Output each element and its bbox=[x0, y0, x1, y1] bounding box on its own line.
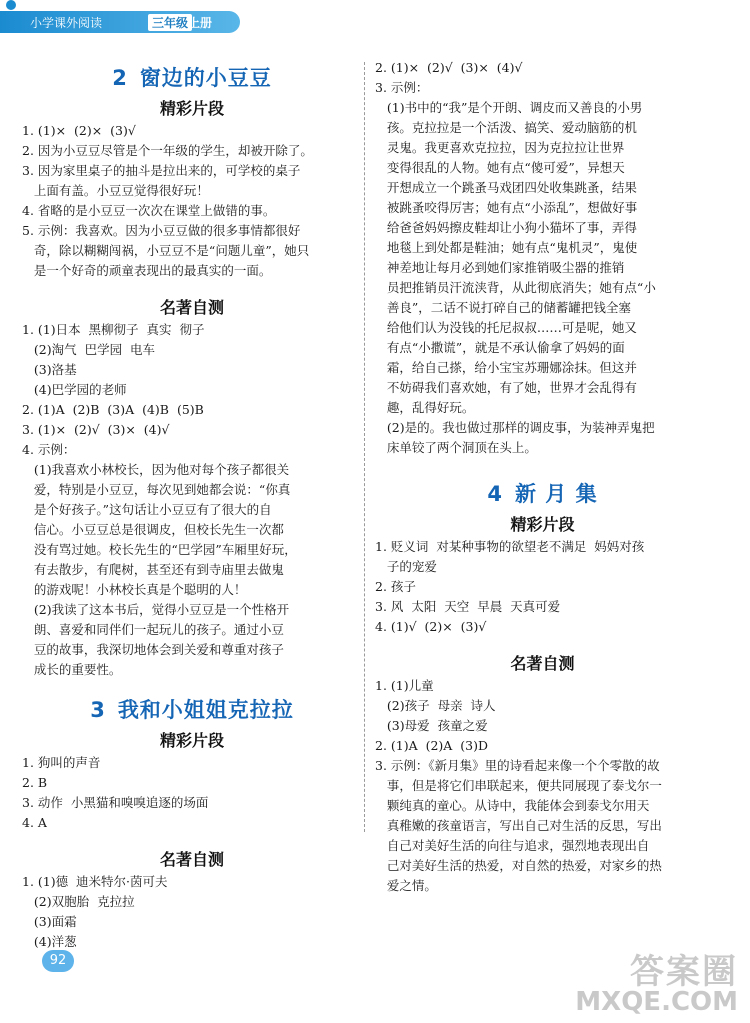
page-number: 92 bbox=[42, 950, 74, 972]
answer-line: 神差地让每月必到她们家推销吸尘器的推销 bbox=[375, 260, 625, 275]
chapter-3-title bbox=[22, 694, 362, 724]
answer-line: 1. (1)日本 黑柳彻子 真实 彻子 bbox=[22, 322, 205, 337]
answer-line: 开想成立一个跳蚤马戏团四处收集跳蚤，结果 bbox=[375, 180, 637, 195]
chapter-name: 我和小姐姐克拉拉 bbox=[117, 698, 294, 722]
section-heading: 名著自测 bbox=[159, 850, 224, 869]
answer-line: 给他们认为没钱的托尼叔叔……可是呢，她又 bbox=[375, 320, 637, 335]
answer-line: 员把推销员汗流浃背，从此彻底消失；她有点“小 bbox=[375, 280, 656, 295]
answer-line: 颗纯真的童心。从诗中，我能体会到泰戈尔用天 bbox=[375, 798, 650, 813]
term-label: 上册 bbox=[188, 16, 213, 30]
header-dot bbox=[6, 0, 16, 10]
answer-line: (2)双胞胎 克拉拉 bbox=[22, 894, 135, 909]
answer-line: (2)是的。我也做过那样的调皮事，为装神弄鬼把 bbox=[375, 420, 655, 435]
watermark-text: 答案圈 bbox=[630, 952, 738, 992]
answer-line: 1. (1)儿童 bbox=[375, 678, 434, 693]
answer-line: 霜，给自己搽，给小宝宝苏珊娜涂抹。但这并 bbox=[375, 360, 637, 375]
chapter-name: 窗边的小豆豆 bbox=[139, 66, 272, 90]
answer-line: 有去散步，有爬树，甚至还有到寺庙里去做鬼 bbox=[22, 562, 284, 577]
answer-line: 上面有盖。小豆豆觉得很好玩！ bbox=[22, 183, 209, 198]
answer-line: (2)淘气 巴学园 电车 bbox=[22, 342, 156, 357]
column-divider bbox=[364, 62, 365, 832]
answer-list bbox=[22, 753, 362, 833]
answer-line: 给爸爸妈妈擦皮鞋却让小狗小猫坏了事，弄得 bbox=[375, 220, 637, 235]
answer-list bbox=[22, 121, 362, 281]
chapter-number: 4 bbox=[487, 482, 503, 506]
header-banner bbox=[0, 11, 240, 33]
answer-list bbox=[375, 676, 710, 896]
section-heading: 精彩片段 bbox=[159, 731, 224, 750]
answer-line: 有点“小撒谎”，就是不承认偷拿了妈妈的面 bbox=[375, 340, 625, 355]
answer-line: (2)我读了这本书后，觉得小豆豆是一个性格开 bbox=[22, 602, 290, 617]
answer-line: 真稚嫩的孩童语言，写出自己对生活的反思，写出 bbox=[375, 818, 662, 833]
answer-line: 2. 孩子 bbox=[375, 579, 416, 594]
answer-line: 1. 贬义词 对某种事物的欲望老不满足 妈妈对孩 bbox=[375, 539, 645, 554]
answer-line: 3. 动作 小黑猫和嗅嗅追逐的场面 bbox=[22, 795, 209, 810]
answer-line: 朗、喜爱和同伴们一起玩儿的孩子。通过小豆 bbox=[22, 622, 284, 637]
answer-line: 是一个好奇的顽童表现出的最真实的一面。 bbox=[22, 263, 272, 278]
answer-line: 子的宠爱 bbox=[375, 559, 437, 574]
answer-line: 2. (1)A (2)A (3)D bbox=[375, 738, 488, 753]
section-heading: 精彩片段 bbox=[159, 99, 224, 118]
watermark-logo bbox=[575, 952, 738, 1017]
section-heading: 名著自测 bbox=[510, 654, 575, 673]
answer-line: 2. B bbox=[22, 775, 48, 790]
answer-line: 2. (1)× (2)√ (3)× (4)√ bbox=[375, 60, 523, 75]
chapter-number: 2 bbox=[112, 66, 128, 90]
answer-line: 变得很乱的人物。她有点“傻可爱”，异想天 bbox=[375, 160, 625, 175]
answer-line: (4)洋葱 bbox=[22, 934, 77, 949]
answer-line: 3. (1)× (2)√ (3)× (4)√ bbox=[22, 422, 170, 437]
answer-line: 的游戏呢！小林校长真是个聪明的人！ bbox=[22, 582, 247, 597]
chapter-number: 3 bbox=[90, 698, 106, 722]
answer-line: 4. A bbox=[22, 815, 47, 830]
chapter-4-title bbox=[375, 478, 710, 508]
answer-line: (3)洛基 bbox=[22, 362, 77, 377]
answer-line: (1)我喜欢小林校长，因为他对每个孩子都很关 bbox=[22, 462, 290, 477]
chapter-name: 新 月 集 bbox=[515, 482, 598, 506]
answer-line: 5. 示例：我喜欢。因为小豆豆做的很多事情都很好 bbox=[22, 223, 301, 238]
answer-line: 4. (1)√ (2)× (3)√ bbox=[375, 619, 487, 634]
answer-line: 信心。小豆豆总是很调皮，但校长先生一次都 bbox=[22, 522, 284, 537]
answer-line: 豆的故事，我深切地体会到关爱和尊重对孩子 bbox=[22, 642, 284, 657]
answer-line: 被跳蚤咬得厉害；她有点“小添乱”，想做好事 bbox=[375, 200, 638, 215]
answer-line: 2. (1)A (2)B (3)A (4)B (5)B bbox=[22, 402, 204, 417]
answer-line: 4. 示例： bbox=[22, 442, 76, 457]
left-column bbox=[22, 58, 362, 952]
section-heading: 名著自测 bbox=[159, 298, 224, 317]
answer-line: 3. 示例： bbox=[375, 80, 429, 95]
answer-line: 2. 因为小豆豆尽管是个一年级的学生，却被开除了。 bbox=[22, 143, 313, 158]
page-header bbox=[0, 0, 250, 38]
answer-line: 3. 因为家里桌子的抽斗是拉出来的，可学校的桌子 bbox=[22, 163, 301, 178]
answer-line: 趣，乱得好玩。 bbox=[375, 400, 475, 415]
answer-line: 爱之情。 bbox=[375, 878, 437, 893]
answer-line: 爱，特别是小豆豆，每次见到她都会说：“你真 bbox=[22, 482, 291, 497]
answer-line: 没有骂过她。校长先生的“巴学园”车厢里好玩， bbox=[22, 542, 297, 557]
answer-line: 地毯上到处都是鞋油；她有点“鬼机灵”，鬼使 bbox=[375, 240, 638, 255]
answer-line: 孩。克拉拉是一个活泼、搞笑、爱动脑筋的机 bbox=[375, 120, 637, 135]
series-title: 小学课外阅读 bbox=[30, 16, 103, 30]
answer-line: 自己对美好生活的向往与追求，强烈地表现出自 bbox=[375, 838, 650, 853]
answer-line: 1. (1)× (2)× (3)√ bbox=[22, 123, 136, 138]
right-column bbox=[375, 58, 710, 896]
answer-line: 不妨碍我们喜欢她，有了她，世界才会乱得有 bbox=[375, 380, 637, 395]
answer-line: 己对美好生活的热爱，对自然的热爱，对家乡的热 bbox=[375, 858, 662, 873]
answer-line: 1. 狗叫的声音 bbox=[22, 755, 101, 770]
answer-line: 事，但是将它们串联起来，便共同展现了泰戈尔一 bbox=[375, 778, 662, 793]
answer-list bbox=[22, 320, 362, 680]
chapter-2-title bbox=[22, 62, 362, 92]
answer-line: 善良”，二话不说打碎自己的储蓄罐把钱全塞 bbox=[375, 300, 631, 315]
answer-line: 奇，除以糊糊闯祸，小豆豆不是“问题儿童”，她只 bbox=[22, 243, 310, 258]
answer-line: 1. (1)德 迪米特尔·茵可夫 bbox=[22, 874, 168, 889]
answer-line: 灵鬼。我更喜欢克拉拉，因为克拉拉让世界 bbox=[375, 140, 625, 155]
answer-list bbox=[375, 537, 710, 637]
answer-line: (1)书中的“我”是个开朗、调皮而又善良的小男 bbox=[375, 100, 643, 115]
answer-line: 床单铰了两个洞顶在头上。 bbox=[375, 440, 537, 455]
answer-line: 是个好孩子。”这句话让小豆豆有了很大的自 bbox=[22, 502, 272, 517]
answer-list bbox=[22, 872, 362, 952]
answer-line: 3. 示例：《新月集》里的诗看起来像一个个零散的故 bbox=[375, 758, 660, 773]
answer-line: 4. 省略的是小豆豆一次次在课堂上做错的事。 bbox=[22, 203, 276, 218]
answer-line: (2)孩子 母亲 诗人 bbox=[375, 698, 496, 713]
section-heading: 精彩片段 bbox=[510, 515, 575, 534]
answer-list bbox=[375, 58, 710, 458]
answer-line: 成长的重要性。 bbox=[22, 662, 122, 677]
answer-line: 3. 风 太阳 天空 早晨 天真可爱 bbox=[375, 599, 561, 614]
watermark-url: MXQE.COM bbox=[575, 987, 738, 1017]
grade-label: 三年级 bbox=[148, 14, 192, 31]
answer-line: (3)母爱 孩童之爱 bbox=[375, 718, 488, 733]
answer-line: (4)巴学园的老师 bbox=[22, 382, 127, 397]
answer-line: (3)面霜 bbox=[22, 914, 77, 929]
